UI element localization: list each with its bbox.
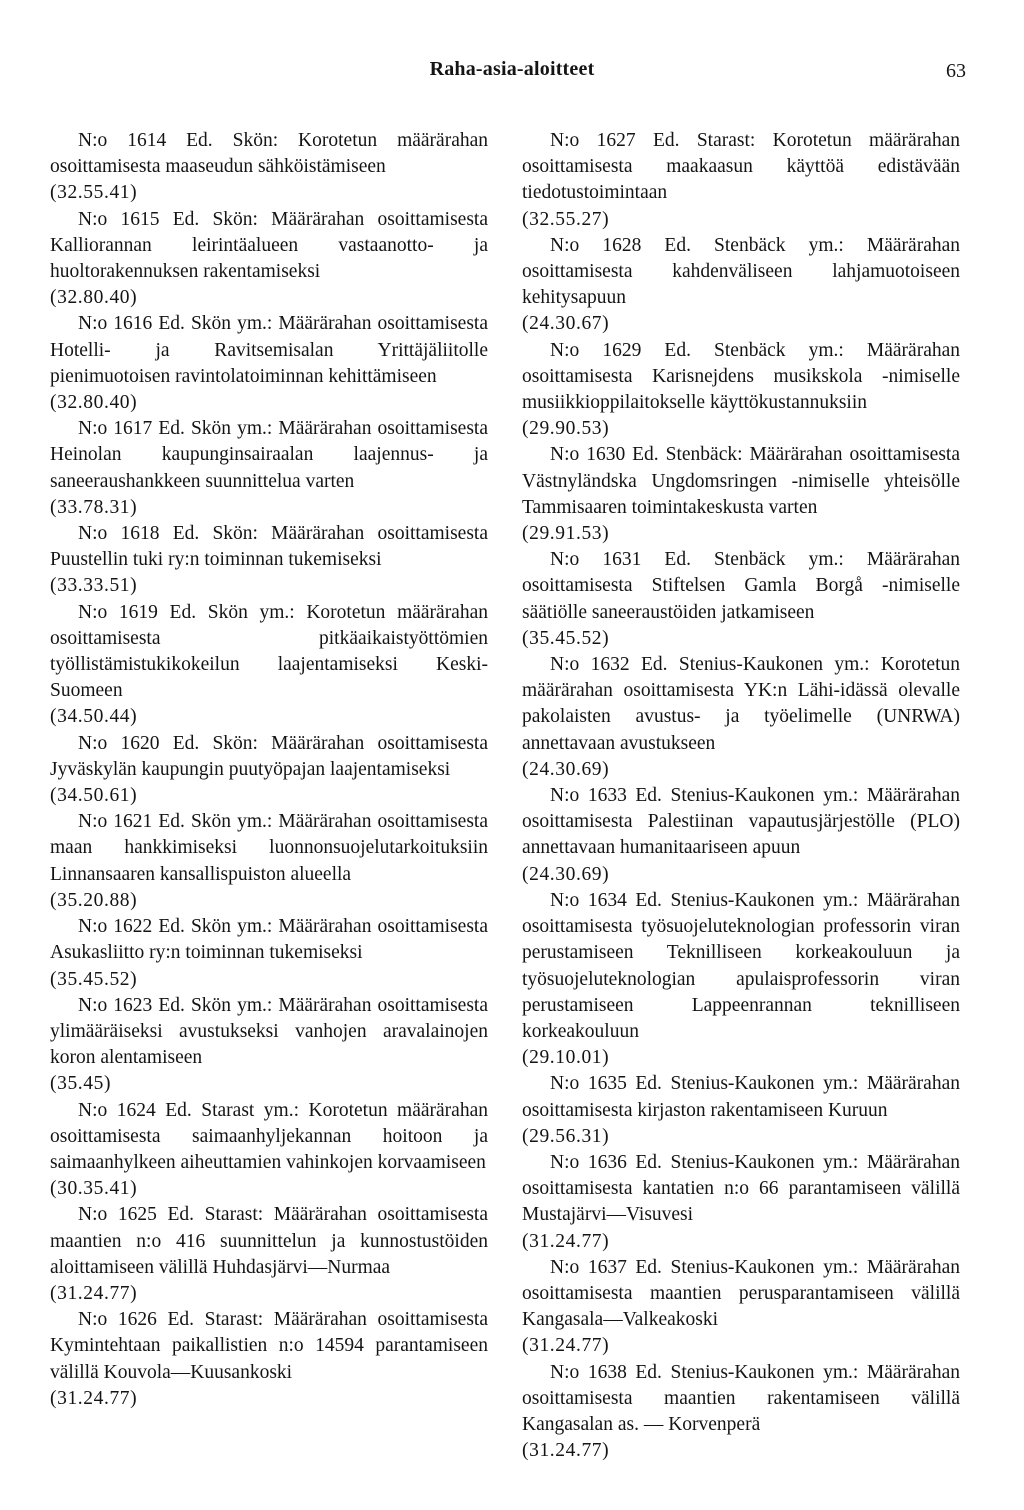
budget-code: (32.55.41) [50, 182, 138, 204]
motion-text: N:o 1624 Ed. Starast ym.: Korotetun määrärahan osoittamisesta saimaanhyljekannan hoitoon ja saimaanhylkeen aiheuttamien vahinkojen korvaamiseen [50, 1099, 488, 1173]
budget-code: (31.24.77) [50, 1282, 138, 1304]
budget-code: (30.35.41) [50, 1178, 138, 1200]
motion-entry [522, 338, 960, 443]
budget-code: (29.10.01) [522, 1047, 610, 1069]
motion-text: N:o 1629 Ed. Stenbäck ym.: Määrärahan osoittamisesta Karisnejdens musikskola -nimiselle musiikkioppilaitokselle käyttökustannuksiin [522, 339, 960, 414]
motion-text: N:o 1625 Ed. Starast: Määrärahan osoittamisesta maantien n:o 416 suunnittelun ja kunnostustöiden aloittamiseen välillä Huhdasjärvi—Nurmaa [50, 1204, 488, 1278]
budget-code: (35.20.88) [50, 889, 138, 911]
budget-code: (29.56.31) [522, 1125, 610, 1147]
motion-entry [522, 783, 960, 888]
motion-entry [50, 809, 488, 914]
budget-code: (35.45.52) [522, 627, 610, 649]
budget-code: (32.80.40) [50, 287, 138, 309]
budget-code: (34.50.61) [50, 785, 138, 807]
motion-entry [50, 521, 488, 600]
motion-text: N:o 1638 Ed. Stenius-Kaukonen ym.: Määrärahan osoittamisesta maantien rakentamiseen välillä Kangasalan as. — Korvenperä [522, 1361, 960, 1435]
motion-entry [50, 311, 488, 416]
motion-entry [50, 1098, 488, 1203]
motion-text: N:o 1615 Ed. Skön: Määrärahan osoittamisesta Kalliorannan leirintäalueen vastaanotto- ja huoltorakennuksen rakentamiseksi [50, 208, 488, 283]
motion-entry [522, 442, 960, 547]
budget-code: (35.45.52) [50, 968, 138, 990]
motion-text: N:o 1628 Ed. Stenbäck ym.: Määrärahan osoittamisesta kahdenväliseen lahjamuotoiseen kehitysapuun [522, 234, 960, 309]
budget-code: (33.33.51) [50, 575, 138, 597]
budget-code: (29.91.53) [522, 523, 610, 545]
page-number: 63 [946, 60, 966, 82]
motion-text: N:o 1637 Ed. Stenius-Kaukonen ym.: Määrärahan osoittamisesta maantien perusparantamiseen välillä Kangasala—Valkeakoski [522, 1256, 960, 1331]
motion-entry [522, 652, 960, 783]
motion-text: N:o 1622 Ed. Skön ym.: Määrärahan osoittamisesta Asukasliitto ry:n toiminnan tukemiseksi [50, 916, 488, 964]
budget-code: (35.45) [50, 1073, 112, 1095]
motion-entry [522, 547, 960, 652]
budget-code: (29.90.53) [522, 418, 610, 440]
motion-text: N:o 1635 Ed. Stenius-Kaukonen ym.: Määrärahan osoittamisesta kirjaston rakentamiseen Kuruun [522, 1073, 960, 1121]
motion-text: N:o 1614 Ed. Skön: Korotetun määrärahan osoittamisesta maaseudun sähköistämiseen [50, 130, 488, 178]
budget-code: (32.80.40) [50, 392, 138, 414]
budget-code: (31.24.77) [522, 1440, 610, 1462]
budget-code: (24.30.69) [522, 863, 610, 885]
budget-code: (32.55.27) [522, 208, 610, 230]
right-column [522, 128, 960, 1464]
motion-entry [50, 1307, 488, 1412]
motion-entry [50, 914, 488, 993]
motion-entry [50, 207, 488, 312]
motion-text: N:o 1616 Ed. Skön ym.: Määrärahan osoittamisesta Hotelli- ja Ravitsemisalan Yrittäjäliitolle pienimuotoisen ravintolatoiminnan kehittämiseen [50, 313, 488, 387]
motion-text: N:o 1620 Ed. Skön: Määrärahan osoittamisesta Jyväskylän kaupungin puutyöpajan laajentamiseksi [50, 732, 488, 780]
motion-text: N:o 1623 Ed. Skön ym.: Määrärahan osoittamisesta ylimääräiseksi avustukseksi vanhojen aravalainojen koron alentamiseen [50, 994, 488, 1069]
running-title: Raha-asia-aloitteet [429, 58, 595, 80]
motion-text: N:o 1636 Ed. Stenius-Kaukonen ym.: Määrärahan osoittamisesta kantatien n:o 66 parantamiseen välillä Mustajärvi—Visuvesi [522, 1151, 960, 1226]
motion-text: N:o 1634 Ed. Stenius-Kaukonen ym.: Määrärahan osoittamisesta työsuojeluteknologian professorin viran perustamiseen Teknilliseen korkeakouluun ja työsuojeluteknologian apulaisprofessorin viran perustamiseen Lappeenrannan teknilliseen korkeakouluun [522, 889, 960, 1042]
motion-text: N:o 1631 Ed. Stenbäck ym.: Määrärahan osoittamisesta Stiftelsen Gamla Borgå -nimiselle säätiölle saneeraustöiden jatkamiseen [522, 549, 960, 623]
budget-code: (24.30.69) [522, 758, 610, 780]
page-header [0, 58, 1024, 92]
budget-code: (24.30.67) [522, 313, 610, 335]
motion-text: N:o 1630 Ed. Stenbäck: Määrärahan osoittamisesta Västnyländska Ungdomsringen -nimiselle yhteisölle Tammisaaren toimintakeskusta varten [522, 444, 960, 518]
motion-text: N:o 1626 Ed. Starast: Määrärahan osoittamisesta Kymintehtaan paikallistien n:o 14594 parantamiseen välillä Kouvola—Kuusankoski [50, 1309, 488, 1383]
motion-entry [522, 1360, 960, 1465]
motion-text: N:o 1617 Ed. Skön ym.: Määrärahan osoittamisesta Heinolan kaupunginsairaalan laajennus- ja saneeraushankkeen suunnittelua varten [50, 418, 488, 492]
motion-entry [50, 128, 488, 207]
motion-text: N:o 1633 Ed. Stenius-Kaukonen ym.: Määrärahan osoittamisesta Palestiinan vapautusjärjestölle (PLO) annettavaan humanitaariseen apuun [522, 785, 960, 859]
motion-entry [50, 993, 488, 1098]
motion-text: N:o 1619 Ed. Skön ym.: Korotetun määrärahan osoittamisesta pitkäaikaistyöttömien työllistämistukikokeilun laajentamiseksi Keski-Suomeen [50, 601, 488, 702]
budget-code: (31.24.77) [522, 1335, 610, 1357]
budget-code: (34.50.44) [50, 706, 138, 728]
motion-entry [522, 1255, 960, 1360]
motion-text: N:o 1632 Ed. Stenius-Kaukonen ym.: Korotetun määrärahan osoittamisesta YK:n Lähi-idässä olevalle pakolaisten avustus- ja työelimelle (UNRWA) annettavaan avustukseen [522, 654, 960, 754]
motion-entry [50, 731, 488, 810]
budget-code: (33.78.31) [50, 496, 138, 518]
motion-entry [522, 233, 960, 338]
motion-entry [50, 600, 488, 731]
left-column [50, 128, 488, 1412]
motion-entry [50, 1202, 488, 1307]
budget-code: (31.24.77) [522, 1230, 610, 1252]
motion-entry [50, 416, 488, 521]
motion-text: N:o 1621 Ed. Skön ym.: Määrärahan osoittamisesta maan hankkimiseksi luonnonsuojelutarkoituksiin Linnansaaren kansallispuiston alueella [50, 811, 488, 885]
motion-entry [522, 888, 960, 1071]
budget-code: (31.24.77) [50, 1387, 138, 1409]
motion-text: N:o 1627 Ed. Starast: Korotetun määrärahan osoittamisesta maakaasun käyttöä edistävään tiedotustoimintaan [522, 130, 960, 204]
motion-entry [522, 1150, 960, 1255]
motion-entry [522, 1071, 960, 1150]
motion-entry [522, 128, 960, 233]
motion-text: N:o 1618 Ed. Skön: Määrärahan osoittamisesta Puustellin tuki ry:n toiminnan tukemiseksi [50, 523, 488, 571]
